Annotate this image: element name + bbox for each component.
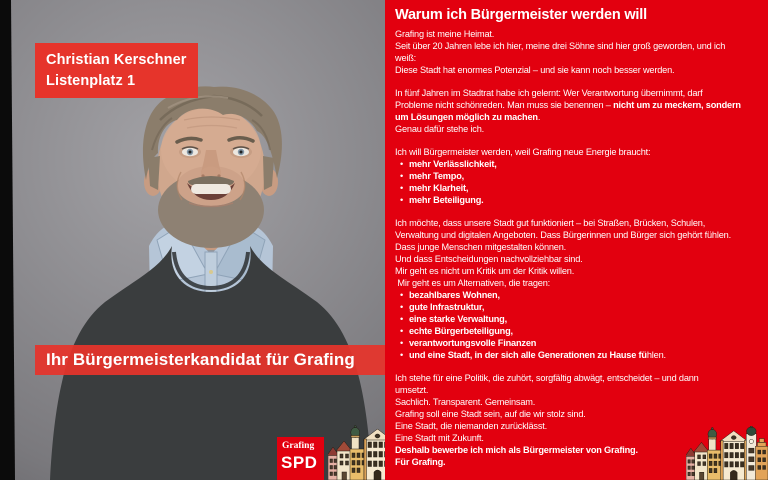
text-line: Grafing ist meine Heimat. <box>395 29 495 39</box>
candidate-name-box <box>35 43 198 98</box>
text-line: umsetzt. <box>395 385 429 395</box>
text-line: Eine Stadt mit Zukunft. <box>395 433 484 443</box>
text-line: um Lösungen möglich zu machen. <box>395 112 541 122</box>
statement-panel <box>385 0 768 480</box>
text-line: Probleme nicht schönreden. Man muss sie benennen – nicht um zu meckern, sondern <box>395 100 741 110</box>
candidate-name: Christian Kerschner <box>46 52 187 68</box>
paragraph <box>395 87 762 135</box>
bullet-dot-icon: • <box>400 195 404 205</box>
text-line: Mir geht es um Alternativen, die tragen: <box>395 278 551 288</box>
bullet-item: • bezahlbares Wohnen, <box>400 290 500 300</box>
text-line: Ich stehe für eine Politik, die zuhört, sorgfältig abwägt, entscheidet – und dann <box>395 373 699 383</box>
photo-edge-strip <box>0 0 15 480</box>
candidate-role-banner: Ihr Bürgermeisterkandidat für Grafing <box>35 345 385 375</box>
text-line: Eine Stadt, die niemanden zurücklässt. <box>395 421 547 431</box>
text-line: Für Grafing. <box>395 457 446 467</box>
text-line: Und dass Entscheidungen nachvollziehbar sind. <box>395 254 583 264</box>
bullet-item: • mehr Beteiligung. <box>400 195 484 205</box>
townhouses-illustration-left <box>328 424 385 480</box>
bullet-dot-icon: • <box>400 338 404 348</box>
bullet-item: • mehr Klarheit, <box>400 183 469 193</box>
text-line: Ich will Bürgermeister werden, weil Grafing neue Energie braucht: <box>395 147 651 157</box>
bullet-item: • eine starke Verwaltung, <box>400 314 507 324</box>
text-line: weiß: <box>395 53 417 63</box>
paragraph <box>395 217 762 289</box>
bullet-item: • echte Bürgerbeteiligung, <box>400 326 513 336</box>
townhouses-illustration-right <box>686 425 768 480</box>
text-line: Seit über 20 Jahren lebe ich hier, meine drei Söhne sind hier groß geworden, und ich <box>395 41 726 51</box>
text-line: Dass junge Menschen mitgestalten können. <box>395 242 567 252</box>
text-line: Diese Stadt hat enormes Potenzial – und sie kann noch besser werden. <box>395 65 675 75</box>
spd-logo-party-label: SPD <box>281 453 318 472</box>
text-line: Verwaltung und digitalen Angeboten. Dass Bürgerinnen und Bürger sich gehört fühlen. <box>395 230 731 240</box>
text-line: In fünf Jahren im Stadtrat habe ich gelernt: Wer Verantwortung übernimmt, darf <box>395 88 703 98</box>
body-text <box>395 28 762 468</box>
bullet-dot-icon: • <box>400 183 404 193</box>
paragraph <box>395 28 762 76</box>
bullet-dot-icon: • <box>400 314 404 324</box>
bullet-dot-icon: • <box>400 326 404 336</box>
bullet-dot-icon: • <box>400 302 404 312</box>
bullet-dot-icon: • <box>400 290 404 300</box>
bullet-item: • gute Infrastruktur, <box>400 302 485 312</box>
paragraph <box>395 146 762 158</box>
bullet-item: • und eine Stadt, in der sich alle Generationen zu Hause fühlen. <box>400 350 666 360</box>
bullet-list <box>395 158 762 206</box>
bullet-dot-icon: • <box>400 350 404 360</box>
text-line: Grafing soll eine Stadt sein, auf die wir stolz sind. <box>395 409 586 419</box>
bullet-item: • mehr Verlässlichkeit, <box>400 159 497 169</box>
text-line: Ich möchte, dass unsere Stadt gut funktioniert – bei Straßen, Brücken, Schulen, <box>395 218 706 228</box>
text-line: Deshalb bewerbe ich mich als Bürgermeister von Grafing. <box>395 445 638 455</box>
bullet-item: • mehr Tempo, <box>400 171 465 181</box>
bullet-dot-icon: • <box>400 159 404 169</box>
bullet-item: • verantwortungsvolle Finanzen <box>400 338 537 348</box>
statement-title: Warum ich Bürgermeister werden will <box>395 7 647 23</box>
bullet-list <box>395 289 762 361</box>
bullet-dot-icon: • <box>400 171 404 181</box>
text-line: Genau dafür stehe ich. <box>395 124 484 134</box>
spd-logo <box>277 437 324 480</box>
text-line: Mir geht es nicht um Kritik um der Kritik willen. <box>395 266 575 276</box>
spd-logo-city-label: Grafing <box>282 441 315 451</box>
text-line: Sachlich. Transparent. Gemeinsam. <box>395 397 536 407</box>
candidate-list-position: Listenplatz 1 <box>46 73 136 89</box>
